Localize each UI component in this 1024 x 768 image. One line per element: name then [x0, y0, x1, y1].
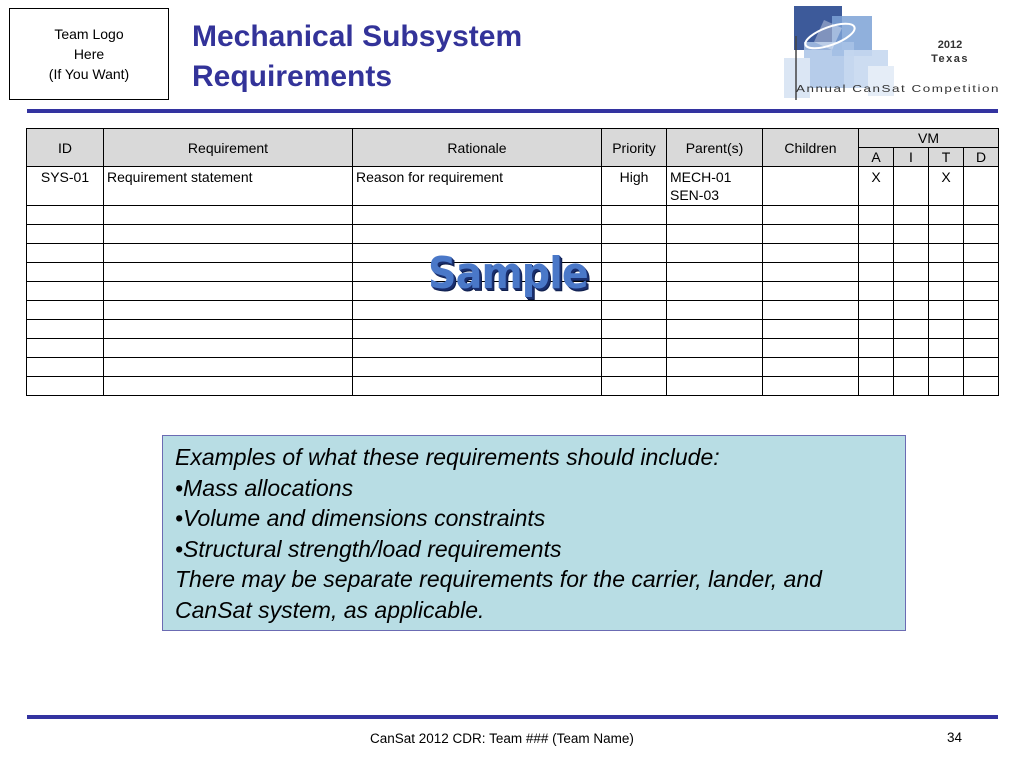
- empty-cell: [667, 377, 763, 396]
- note-line: There may be separate requirements for the carrier, lander, and: [175, 566, 822, 592]
- empty-cell: [929, 377, 964, 396]
- empty-cell: [27, 377, 104, 396]
- page-title-line1: Mechanical Subsystem: [192, 20, 523, 53]
- empty-cell: [602, 377, 667, 396]
- empty-cell: [964, 358, 999, 377]
- empty-cell: [104, 206, 353, 225]
- table-row: [27, 320, 999, 339]
- footer-divider: [27, 715, 998, 719]
- empty-cell: [894, 377, 929, 396]
- page-number: 34: [947, 730, 963, 745]
- empty-cell: [859, 320, 894, 339]
- empty-cell: [602, 339, 667, 358]
- empty-cell: [602, 282, 667, 301]
- table-row: [27, 358, 999, 377]
- empty-cell: [667, 225, 763, 244]
- empty-cell: [894, 225, 929, 244]
- empty-cell: [27, 301, 104, 320]
- empty-cell: [353, 377, 602, 396]
- header-rationale: Rationale: [353, 129, 602, 167]
- empty-cell: [894, 339, 929, 358]
- empty-cell: [763, 263, 859, 282]
- empty-cell: [894, 244, 929, 263]
- empty-cell: [964, 377, 999, 396]
- note-line: •Structural strength/load requirements: [175, 535, 562, 562]
- competition-logo: [784, 6, 1004, 102]
- cell-vm-d: [964, 167, 999, 206]
- empty-cell: [763, 225, 859, 244]
- empty-cell: [353, 358, 602, 377]
- empty-cell: [667, 301, 763, 320]
- empty-cell: [353, 320, 602, 339]
- cell-rationale: Reason for requirement: [353, 167, 602, 206]
- empty-cell: [859, 339, 894, 358]
- empty-cell: [104, 225, 353, 244]
- table-row: [27, 225, 999, 244]
- empty-cell: [667, 282, 763, 301]
- header-vm: VM: [859, 129, 999, 148]
- cell-vm-t: X: [929, 167, 964, 206]
- empty-cell: [964, 206, 999, 225]
- page-title: [192, 17, 522, 97]
- empty-cell: [859, 263, 894, 282]
- empty-cell: [859, 225, 894, 244]
- empty-cell: [602, 301, 667, 320]
- table-row: [27, 301, 999, 320]
- empty-cell: [27, 320, 104, 339]
- empty-cell: [964, 301, 999, 320]
- empty-cell: [894, 263, 929, 282]
- empty-cell: [104, 282, 353, 301]
- empty-cell: [27, 339, 104, 358]
- empty-cell: [763, 339, 859, 358]
- cell-priority: High: [602, 167, 667, 206]
- empty-cell: [859, 206, 894, 225]
- header-priority: Priority: [602, 129, 667, 167]
- header-vm-t: T: [929, 148, 964, 167]
- empty-cell: [929, 225, 964, 244]
- table-row: [27, 167, 999, 206]
- empty-cell: [353, 206, 602, 225]
- page-title-line2: Requirements: [192, 60, 393, 93]
- empty-cell: [667, 358, 763, 377]
- empty-cell: [104, 320, 353, 339]
- empty-cell: [353, 225, 602, 244]
- empty-cell: [894, 320, 929, 339]
- empty-cell: [353, 339, 602, 358]
- empty-cell: [667, 206, 763, 225]
- empty-cell: [894, 301, 929, 320]
- empty-cell: [667, 263, 763, 282]
- header-id: ID: [27, 129, 104, 167]
- note-line: •Mass allocations: [175, 474, 354, 501]
- empty-cell: [929, 263, 964, 282]
- header-parents: Parent(s): [667, 129, 763, 167]
- note-line: CanSat system, as applicable.: [175, 596, 485, 623]
- empty-cell: [929, 301, 964, 320]
- empty-cell: [929, 206, 964, 225]
- empty-cell: [763, 320, 859, 339]
- empty-cell: [104, 263, 353, 282]
- team-logo-text-line3: (If You Want): [48, 66, 130, 82]
- empty-cell: [929, 358, 964, 377]
- footer-text: CanSat 2012 CDR: Team ### (Team Name): [370, 731, 634, 746]
- empty-cell: [27, 358, 104, 377]
- empty-cell: [104, 244, 353, 263]
- header-divider: [27, 109, 998, 113]
- empty-cell: [667, 320, 763, 339]
- competition-logo-year: 2012: [937, 39, 963, 51]
- empty-cell: [763, 244, 859, 263]
- empty-cell: [929, 320, 964, 339]
- cell-parent-1: MECH-01: [670, 169, 732, 185]
- empty-cell: [104, 339, 353, 358]
- table-row: [27, 206, 999, 225]
- empty-cell: [104, 358, 353, 377]
- empty-cell: [894, 282, 929, 301]
- sample-watermark: Sample: [428, 248, 588, 299]
- competition-logo-name: Annual CanSat Competition: [796, 83, 1000, 95]
- empty-cell: [894, 358, 929, 377]
- header-vm-d: D: [964, 148, 999, 167]
- cell-parent-2: SEN-03: [670, 187, 720, 203]
- empty-cell: [27, 282, 104, 301]
- empty-cell: [763, 377, 859, 396]
- header-children: Children: [763, 129, 859, 167]
- empty-cell: [929, 339, 964, 358]
- empty-cell: [929, 244, 964, 263]
- table-row: [27, 339, 999, 358]
- team-logo-text-line1: Team Logo: [54, 26, 124, 42]
- guidance-note: [162, 435, 906, 631]
- cell-vm-i: [894, 167, 929, 206]
- empty-cell: [964, 320, 999, 339]
- cell-requirement: Requirement statement: [104, 167, 353, 206]
- empty-cell: [667, 244, 763, 263]
- note-line: Examples of what these requirements should include:: [175, 444, 720, 470]
- empty-cell: [104, 301, 353, 320]
- empty-cell: [964, 339, 999, 358]
- header-vm-a: A: [859, 148, 894, 167]
- empty-cell: [602, 206, 667, 225]
- empty-cell: [964, 282, 999, 301]
- competition-logo-location: Texas: [931, 53, 969, 65]
- empty-cell: [763, 282, 859, 301]
- team-logo-placeholder: [9, 8, 169, 100]
- header-vm-i: I: [894, 148, 929, 167]
- cell-children: [763, 167, 859, 206]
- empty-cell: [763, 301, 859, 320]
- table-row: [27, 377, 999, 396]
- empty-cell: [894, 206, 929, 225]
- note-line: •Volume and dimensions constraints: [175, 505, 546, 531]
- empty-cell: [859, 244, 894, 263]
- empty-cell: [859, 282, 894, 301]
- empty-cell: [602, 244, 667, 263]
- empty-cell: [104, 377, 353, 396]
- empty-cell: [929, 282, 964, 301]
- empty-cell: [763, 206, 859, 225]
- cell-id: SYS-01: [27, 167, 104, 206]
- empty-cell: [667, 339, 763, 358]
- header-requirement: Requirement: [104, 129, 353, 167]
- cell-vm-a: X: [859, 167, 894, 206]
- empty-cell: [964, 244, 999, 263]
- empty-cell: [964, 225, 999, 244]
- empty-cell: [763, 358, 859, 377]
- empty-cell: [602, 225, 667, 244]
- empty-cell: [27, 263, 104, 282]
- empty-cell: [964, 263, 999, 282]
- empty-cell: [353, 301, 602, 320]
- empty-cell: [602, 320, 667, 339]
- empty-cell: [602, 358, 667, 377]
- empty-cell: [27, 206, 104, 225]
- team-logo-text-line2: Here: [73, 46, 105, 62]
- empty-cell: [859, 358, 894, 377]
- empty-cell: [859, 377, 894, 396]
- empty-cell: [602, 263, 667, 282]
- empty-cell: [27, 244, 104, 263]
- empty-cell: [27, 225, 104, 244]
- empty-cell: [859, 301, 894, 320]
- cell-parents: [667, 167, 763, 206]
